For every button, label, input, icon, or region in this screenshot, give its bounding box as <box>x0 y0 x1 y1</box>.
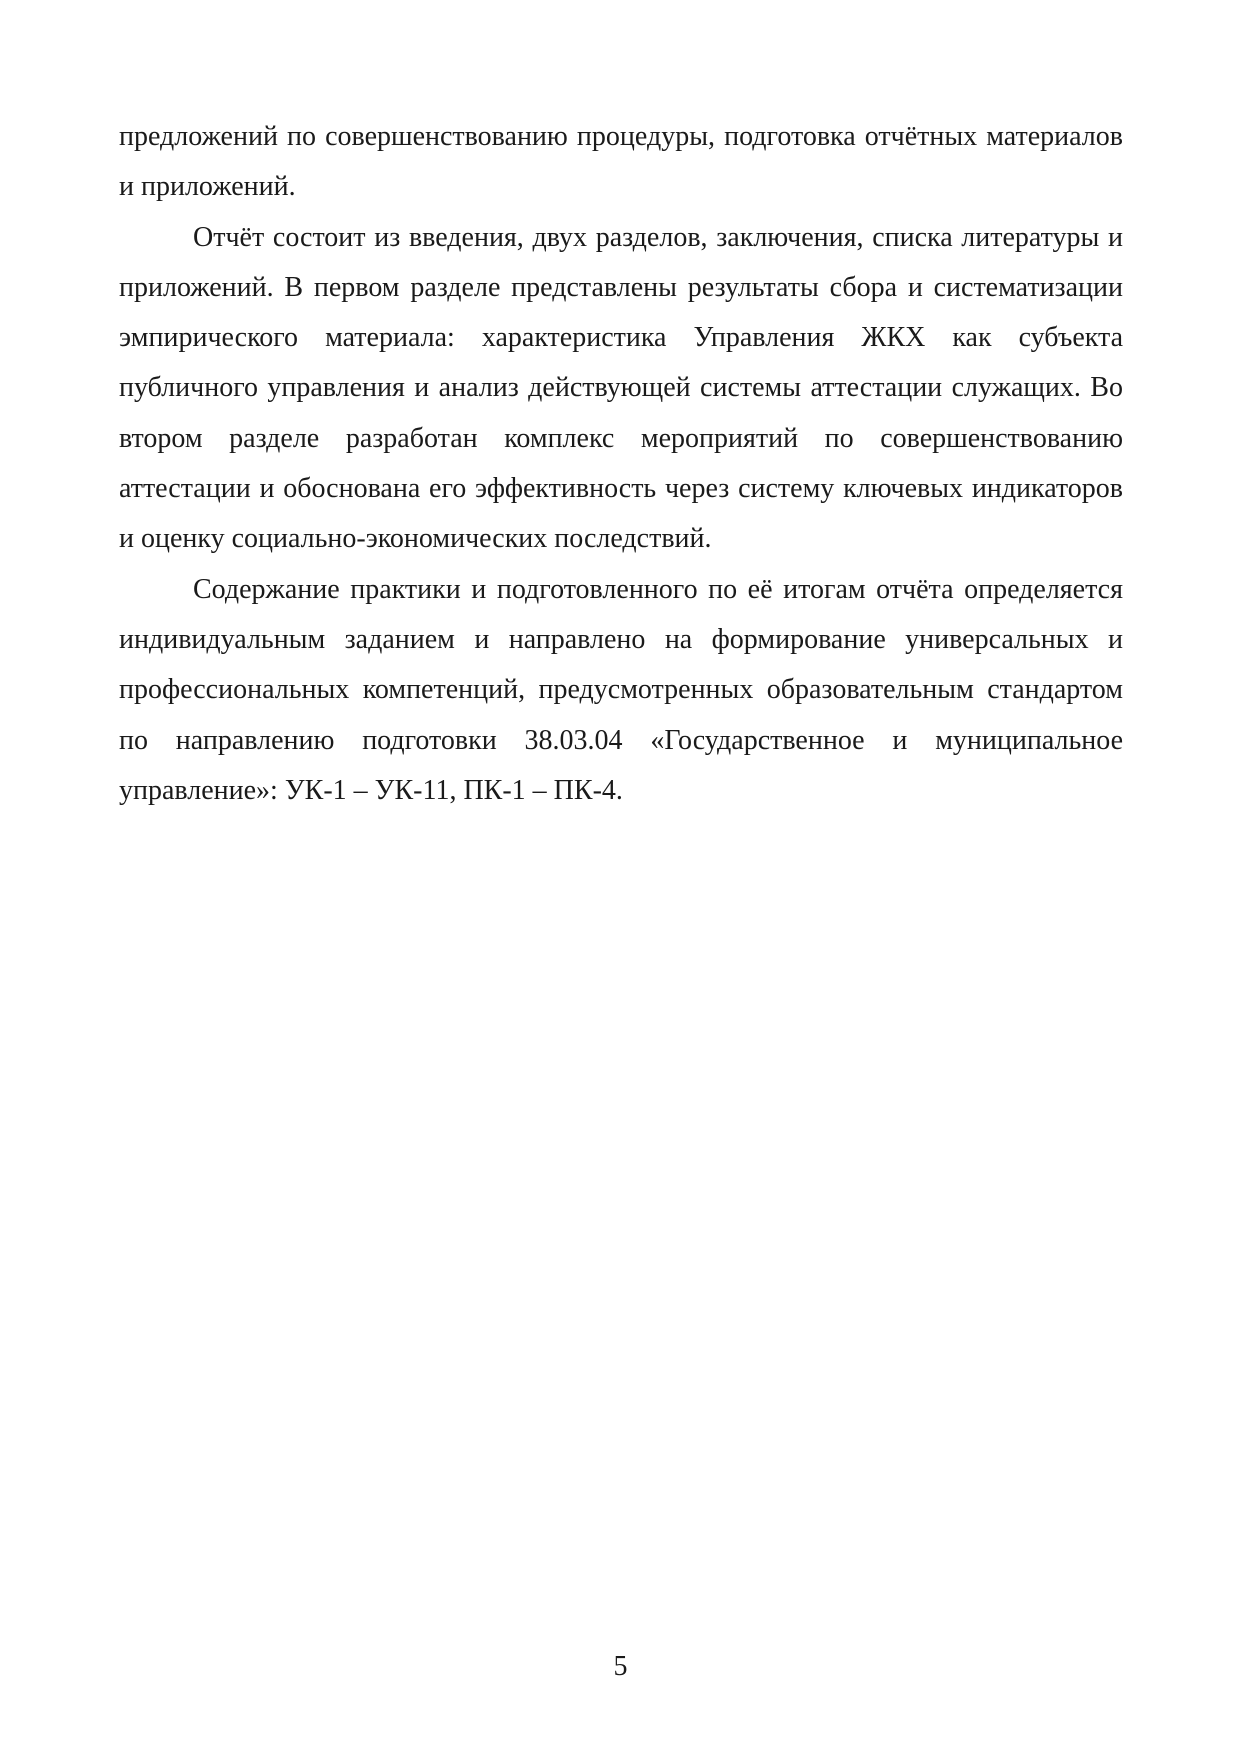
text-body <box>119 112 1123 816</box>
paragraph-practice-content: Содержание практики и подготовленного по её итогам отчёта определяется индивидуальным заданием и направлено на формирование универсальных и профессиональных компетенций, предусмотренных образовательным стандартом по направлению подготовки 38.03.04 «Государственное и муниципальное управление»: УК-1 – УК-11, ПК-1 – ПК-4. <box>119 573 1123 806</box>
paragraph-continuation: предложений по совершенствованию процедуры, подготовка отчётных материалов и приложений. <box>119 121 1123 203</box>
page-number: 5 <box>613 1651 628 1682</box>
paragraph-report-structure: Отчёт состоит из введения, двух разделов, заключения, списка литературы и приложений. В первом разделе представлены результаты сбора и систематизации эмпирического материала: характеристика Управления ЖКХ как субъекта публичного управления и анализ действующей системы аттестации служащих. Во втором разделе разработан комплекс мероприятий по совершенствованию аттестации и обоснована его эффективность через систему ключевых индикаторов и оценку социально-экономических последствий. <box>119 221 1123 555</box>
